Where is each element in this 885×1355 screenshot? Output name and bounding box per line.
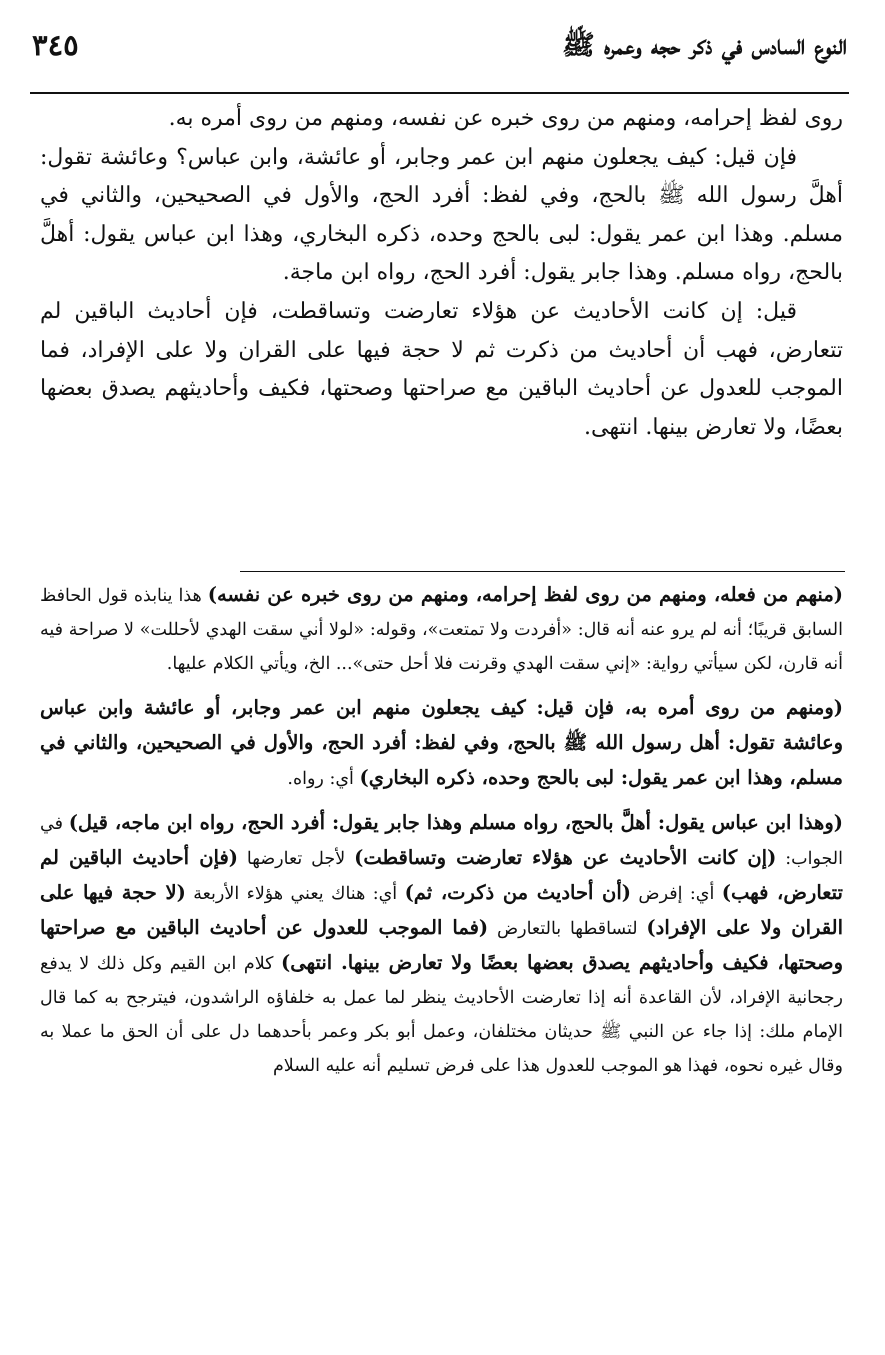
header-divider (30, 92, 849, 94)
footnote-divider (240, 571, 845, 572)
quoted-text: (منهم من فعله، ومنهم من روى لفظ إحرامه، ومنهم من روى خبره عن نفسه) (207, 583, 843, 606)
commentary-text: في الجواب: (40, 814, 843, 869)
commentary-text: أي: رواه. (287, 769, 354, 789)
main-paragraph: روى لفظ إحرامه، ومنهم من روى خبره عن نفسه، ومنهم من روى أمره به. (168, 106, 843, 131)
running-title: النوع السادس في ذكر حجه وعمره ﷺ (562, 30, 847, 61)
quoted-text: (فما الموجب للعدول عن أحاديث الباقين مع صراحتها وصحتها، فكيف وأحاديثهم يصدق بعضها بعضًا ولا تعارض بينها. انتهى) (40, 916, 843, 974)
quoted-text: (أن أحاديث من ذكرت، ثم) (404, 881, 632, 904)
commentary-text: هذا ينابذه قول الحافظ السابق قريبًا؛ أنه لم يرو عنه أنه قال: «أفردت ولا تمتعت»، وقوله: «لولا أني سقت الهدي لأحللت» لا صراحة فيه أنه قارن، لكن سيأتي رواية: «إني سقت الهدي وقرنت فلا أحل حتى»... الخ، ويأتي الكلام عليها. (40, 586, 843, 674)
commentary-text: لتساقطها بالتعارض (496, 919, 638, 939)
main-paragraph: فإن قيل: كيف يجعلون منهم ابن عمر وجابر، أو عائشة، وابن عباس؟ وعائشة تقول: أهلَّ رسول الله ﷺ بالحج، وفي لفظ: أفرد الحج، والأول في الصحيحين، والثاني في مسلم. وهذا ابن عمر يقول: لبى بالحج وحده، ذكره البخاري، وهذا ابن عباس يقول: أهلَّ بالحج، رواه مسلم. وهذا جابر يقول: أفرد الحج، رواه ابن ماجة. (40, 144, 843, 286)
quoted-text: (وهذا ابن عباس يقول: أهلَّ بالحج، رواه مسلم وهذا جابر يقول: أفرد الحج، رواه ابن ماجه، قيل) (68, 811, 843, 834)
quoted-text: (إن كانت الأحاديث عن هؤلاء تعارضت وتساقطت) (354, 846, 777, 869)
quoted-text: (ومنهم من روى أمره به، فإن قيل: كيف يجعلون منهم ابن عمر وجابر، أو عائشة وابن عباس وعائشة تقول: أهل رسول الله ﷺ بالحج، وفي لفظ: أفرد الحج، والأول في الصحيحين، والثاني في مسلم، وهذا ابن عمر يقول: لبى بالحج وحده، ذكره البخاري) (40, 696, 843, 789)
commentary (40, 578, 843, 1093)
commentary-paragraph (40, 578, 843, 681)
commentary-text: أي: إفرض (638, 884, 715, 904)
quoted-text: (لا حجة فيها على القران ولا على الإفراد) (40, 881, 843, 939)
quoted-text: (فإن أحاديث الباقين لم تتعارض، فهب) (40, 846, 843, 904)
page-header (32, 28, 847, 88)
commentary-paragraph (40, 691, 843, 796)
commentary-text: لأجل تعارضها (246, 849, 346, 869)
main-paragraph: قيل: إن كانت الأحاديث عن هؤلاء تعارضت وتساقطت، فإن أحاديث الباقين لم تتعارض، فهب أن أحاديث من ذكرت ثم لا حجة فيها على القران ولا على الإفراد، فما الموجب للعدول عن أحاديث الباقين مع صراحتها وصحتها، فكيف وأحاديثهم يصدق بعضها بعضًا، ولا تعارض بينها. انتهى. (40, 298, 843, 440)
commentary-paragraph (40, 806, 843, 1083)
commentary-text: أي: هناك يعني هؤلاء الأربعة (193, 884, 398, 904)
main-text (40, 100, 843, 447)
commentary-text: كلام ابن القيم وكل ذلك لا يدفع رجحانية الإفراد، لأن القاعدة أنه إذا تعارضت الأحاديث ينظر لما عمل به خلفاؤه الراشدون، فيترجح به كما قال الإمام ملك: إذا جاء عن النبي ﷺ حديثان مختلفان، وعمل أبو بكر وعمر بأحدهما دل على أن الحق ما عملا به وقال غيره نحوه، فهذا هو الموجب للعدول هذا على فرض تسليم أنه عليه السلام (40, 954, 843, 1076)
page-number: ٣٤٥ (32, 28, 79, 62)
